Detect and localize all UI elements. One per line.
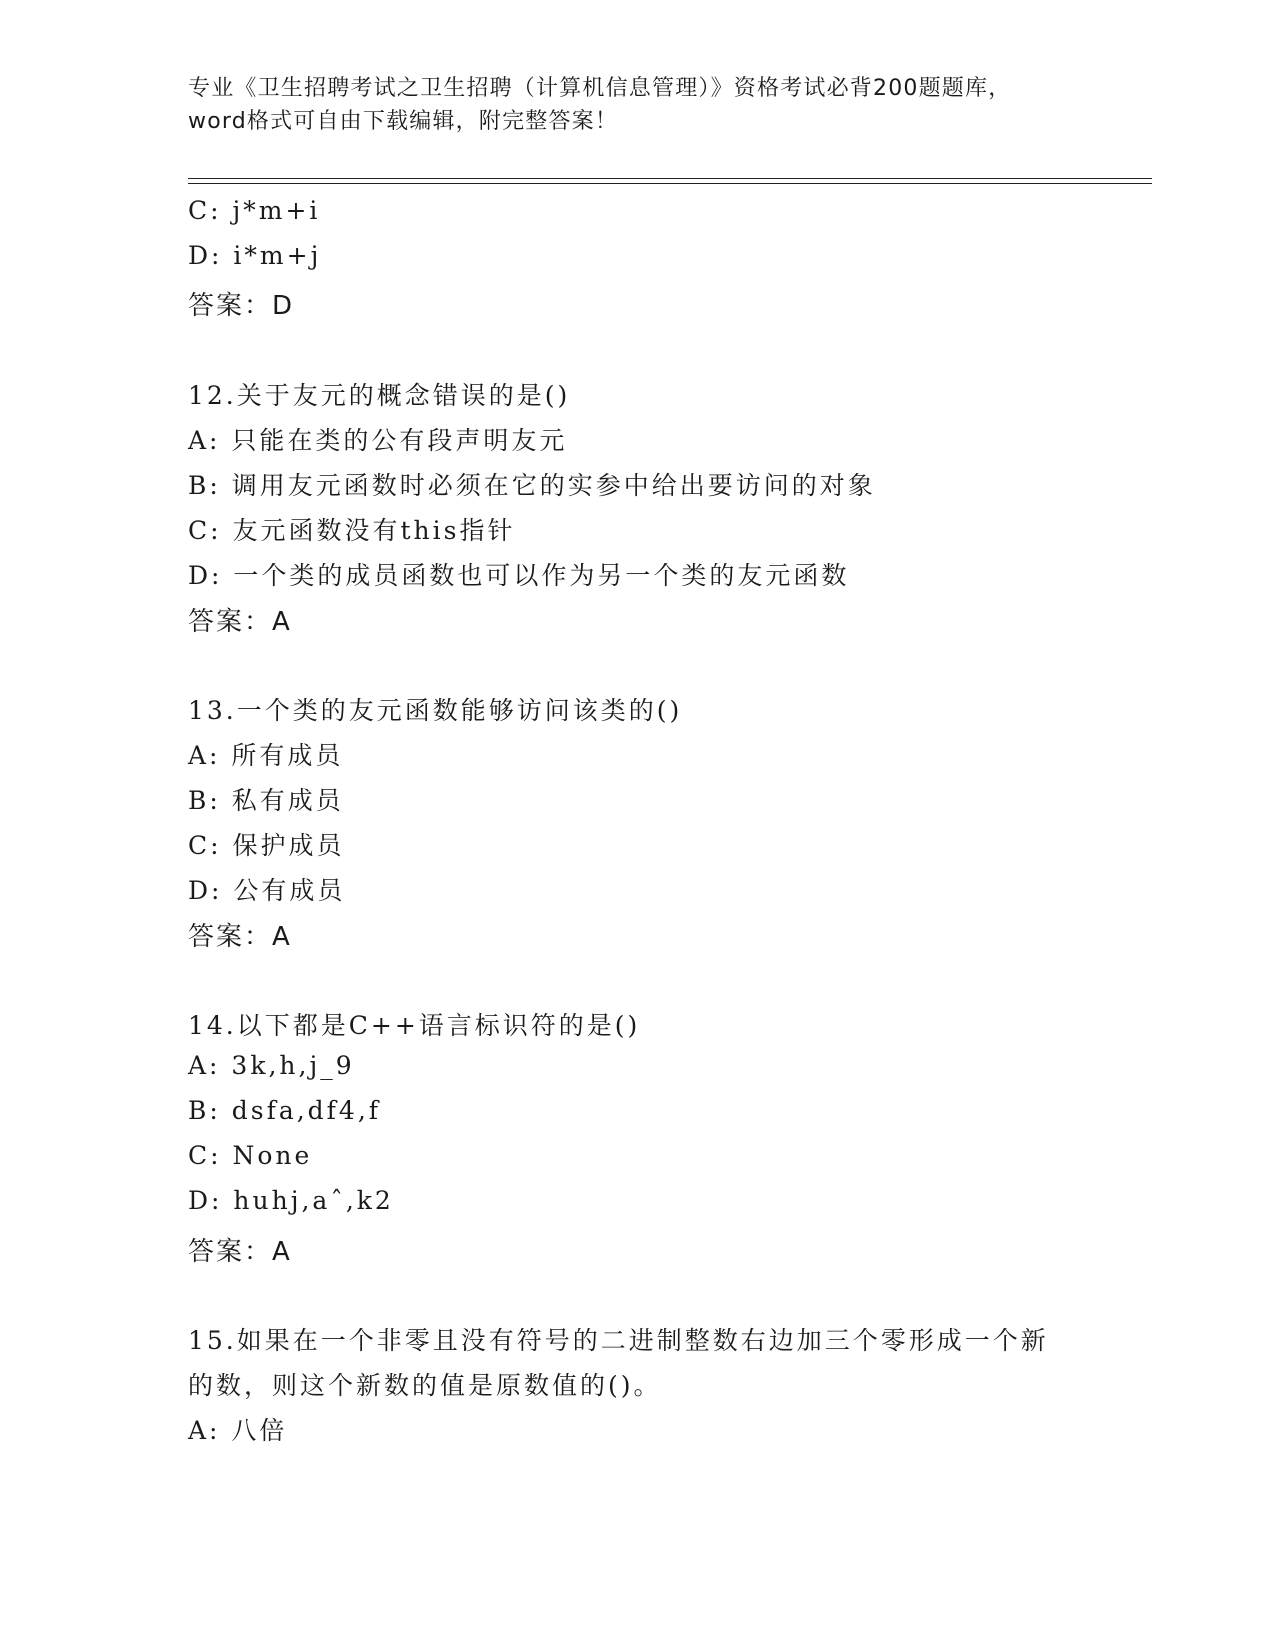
header-divider-top [188,178,1152,179]
q14-option-a: A: 3k,h,j_9 [188,1051,355,1080]
q14-option-d: D: huhj,aˆ,k2 [188,1186,394,1215]
q15-stem-line-1: 15.如果在一个非零且没有符号的二进制整数右边加三个零形成一个新 [188,1326,1049,1355]
q14-stem: 14.以下都是C++语言标识符的是() [188,1011,641,1040]
header-line-1: 专业《卫生招聘考试之卫生招聘（计算机信息管理）》资格考试必背200题题库， [188,76,1012,101]
q15-option-a: A: 八倍 [188,1416,288,1445]
q13-option-b: B: 私有成员 [188,786,344,815]
prev-option-d: D: i*m+j [188,241,322,270]
q13-option-a: A: 所有成员 [188,741,344,770]
q14-answer: 答案：A [188,1237,292,1267]
q12-stem: 12.关于友元的概念错误的是() [188,381,571,410]
q12-option-b: B: 调用友元函数时必须在它的实参中给出要访问的对象 [188,471,876,500]
q12-option-c: C: 友元函数没有this指针 [188,516,516,545]
q15-stem-line-2: 的数，则这个新数的值是原数值的()。 [188,1371,662,1400]
prev-option-c: C: j*m+i [188,196,321,225]
q12-answer: 答案：A [188,607,292,637]
prev-answer: 答案：D [188,291,295,321]
document-header [188,72,1088,138]
q14-option-c: C: None [188,1141,313,1170]
q14-option-b: B: dsfa,df4,f [188,1096,382,1125]
q12-option-a: A: 只能在类的公有段声明友元 [188,426,568,455]
header-divider-bottom [188,183,1152,184]
q13-option-d: D: 公有成员 [188,876,346,905]
q13-stem: 13.一个类的友元函数能够访问该类的() [188,696,683,725]
q13-option-c: C: 保护成员 [188,831,345,860]
header-line-2: word格式可自由下载编辑，附完整答案！ [188,109,619,134]
q13-answer: 答案：A [188,922,292,952]
q12-option-d: D: 一个类的成员函数也可以作为另一个类的友元函数 [188,561,850,590]
